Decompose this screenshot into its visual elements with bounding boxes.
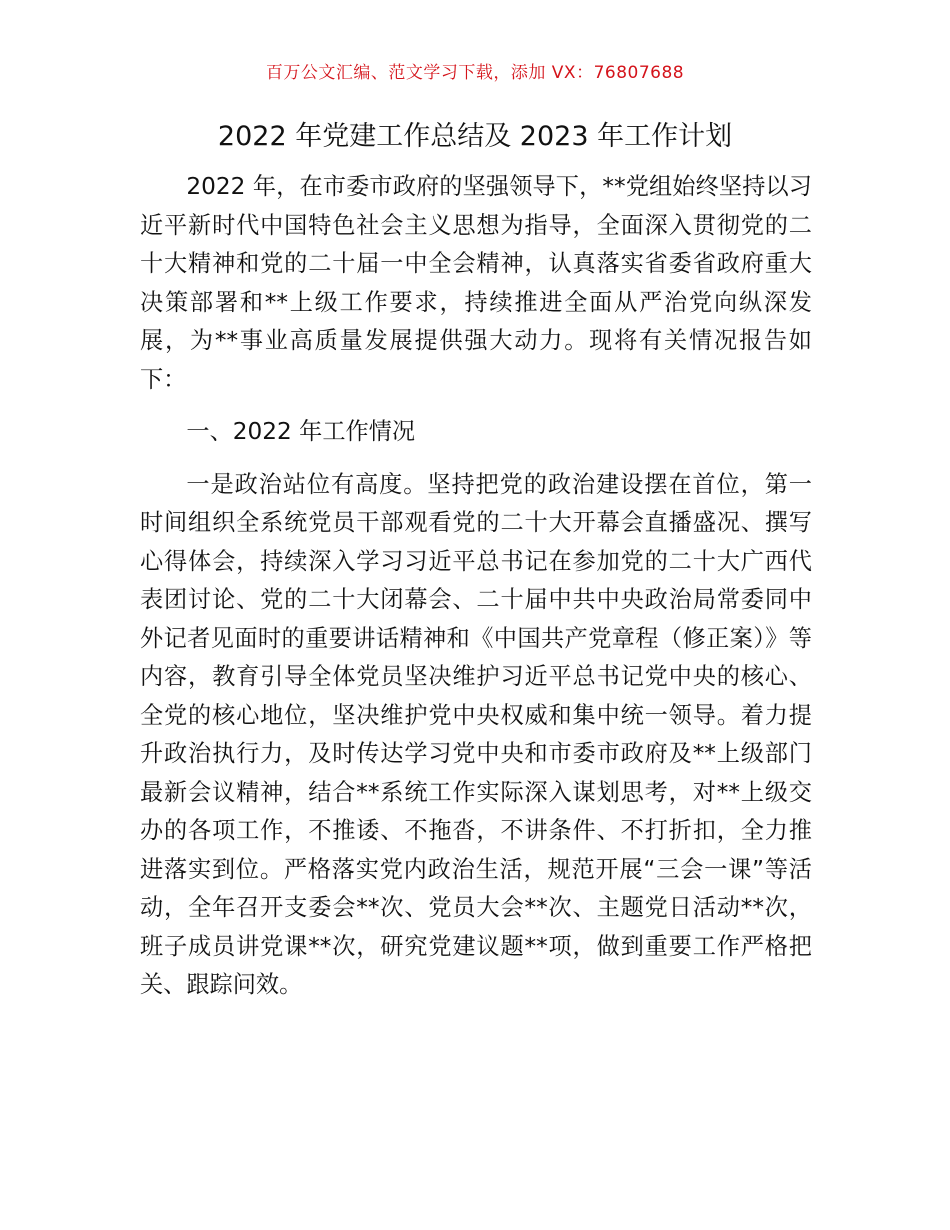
watermark-text: 百万公文汇编、范文学习下载，添加 VX：76807688 (265, 63, 685, 83)
intro-paragraph: 2022 年，在市委市政府的坚强领导下，**党组始终坚持以习近平新时代中国特色社会主义思想为指导，全面深入贯彻党的二十大精神和党的二十届一中全会精神，认真落实省委省政府重大决策部署和**上级工作要求，持续推进全面从严治党向纵深发展，为**事业高质量发展提供强大动力。现将有关情况报告如下： (140, 173, 812, 393)
section-heading: 一、2022 年工作情况 (186, 418, 416, 445)
section-paragraph: 一是政治站位有高度。坚持把党的政治建设摆在首位，第一时间组织全系统党员干部观看党的二十大开幕会直播盛况、撰写心得体会，持续深入学习习近平总书记在参加党的二十大广西代表团讨论、党的二十大闭幕会、二十届中共中央政治局常委同中外记者见面时的重要讲话精神和《中国共产党章程（修正案）》等内容，教育引导全体党员坚决维护习近平总书记党中央的核心、全党的核心地位，坚决维护党中央权威和集中统一领导。着力提升政治执行力，及时传达学习党中央和市委市政府及**上级部门最新会议精神，结合**系统工作实际深入谋划思考，对**上级交办的各项工作，不推诿、不拖沓，不讲条件、不打折扣，全力推进落实到位。严格落实党内政治生活，规范开展“三会一课”等活动，全年召开支委会**次、党员大会**次、主题党日活动**次，班子成员讲党课**次，研究党建议题**项，做到重要工作严格把关、跟踪问效。 (140, 470, 812, 998)
document-body (140, 168, 812, 1005)
document-title: 2022 年党建工作总结及 2023 年工作计划 (217, 121, 733, 152)
